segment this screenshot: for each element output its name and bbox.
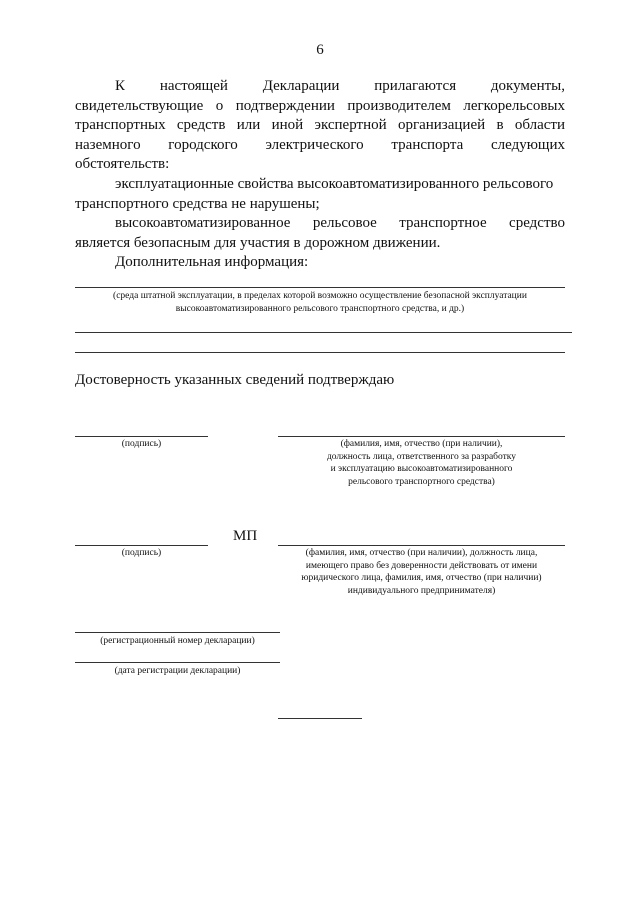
stamp-label: МП xyxy=(233,528,258,544)
item-line: является безопасным для участия в дорожном движении. xyxy=(75,234,441,251)
additional-info-fill-line[interactable] xyxy=(75,287,565,288)
authorized-person-caption xyxy=(278,547,565,597)
signature-caption: (подпись) xyxy=(121,439,162,449)
intro-line: транспортных средств или иной экспертной организацией в области xyxy=(75,117,565,133)
caption-line: и эксплуатацию высокоавтоматизированного xyxy=(330,464,513,474)
signature-line[interactable] xyxy=(75,436,208,437)
caption-line: (среда штатной эксплуатации, в пределах которой возможно осуществление безопасной эксплуатации xyxy=(113,291,527,301)
intro-paragraph xyxy=(75,77,565,175)
item-paragraph xyxy=(75,175,565,214)
additional-info-fill-line[interactable] xyxy=(75,352,565,353)
page-number: 6 xyxy=(316,42,324,58)
intro-line: свидетельствующие о подтверждении производителем легкорельсовых xyxy=(75,97,565,114)
caption-line: высокоавтоматизированного рельсового транспортного средства, и др.) xyxy=(175,303,465,314)
intro-line: К настоящей Декларации прилагаются документы, xyxy=(115,78,565,94)
registration-number-caption: (регистрационный номер декларации) xyxy=(100,636,255,646)
caption-line: юридического лица, фамилия, имя, отчество (при наличии) xyxy=(301,573,542,583)
intro-line: обстоятельств: xyxy=(75,156,170,172)
additional-info-fill-line[interactable] xyxy=(75,332,572,333)
item-line: транспортного средства не нарушены; xyxy=(75,195,320,212)
confirm-heading: Достоверность указанных сведений подтверждаю xyxy=(75,372,395,388)
registration-date-caption: (дата регистрации декларации) xyxy=(114,666,241,676)
caption-line: должность лица, ответственного за разработку xyxy=(326,451,517,462)
authorized-person-line[interactable] xyxy=(278,545,565,546)
registration-number-line[interactable] xyxy=(75,632,280,633)
caption-line: (фамилия, имя, отчество (при наличии), должность лица, xyxy=(305,548,538,558)
item-line: эксплуатационные свойства высокоавтоматизированного рельсового xyxy=(115,176,554,192)
item-paragraph xyxy=(75,214,565,253)
caption-line: рельсового транспортного средства) xyxy=(348,476,495,487)
caption-line: (фамилия, имя, отчество (при наличии), xyxy=(340,439,503,449)
signature-line[interactable] xyxy=(75,545,208,546)
caption-line: имеющего право без доверенности действовать от имени xyxy=(305,560,538,571)
intro-line: наземного городского электрического транспорта следующих xyxy=(75,136,565,153)
responsible-person-line[interactable] xyxy=(278,436,565,437)
additional-info-caption xyxy=(75,290,565,315)
registration-date-line[interactable] xyxy=(75,662,280,663)
responsible-person-caption xyxy=(278,438,565,488)
additional-info-label: Дополнительная информация: xyxy=(115,254,309,270)
closing-divider xyxy=(278,718,362,719)
item-line: высокоавтоматизированное рельсовое транспортное средство xyxy=(115,215,565,231)
caption-line: индивидуального предпринимателя) xyxy=(347,585,496,596)
signature-caption: (подпись) xyxy=(121,548,162,558)
